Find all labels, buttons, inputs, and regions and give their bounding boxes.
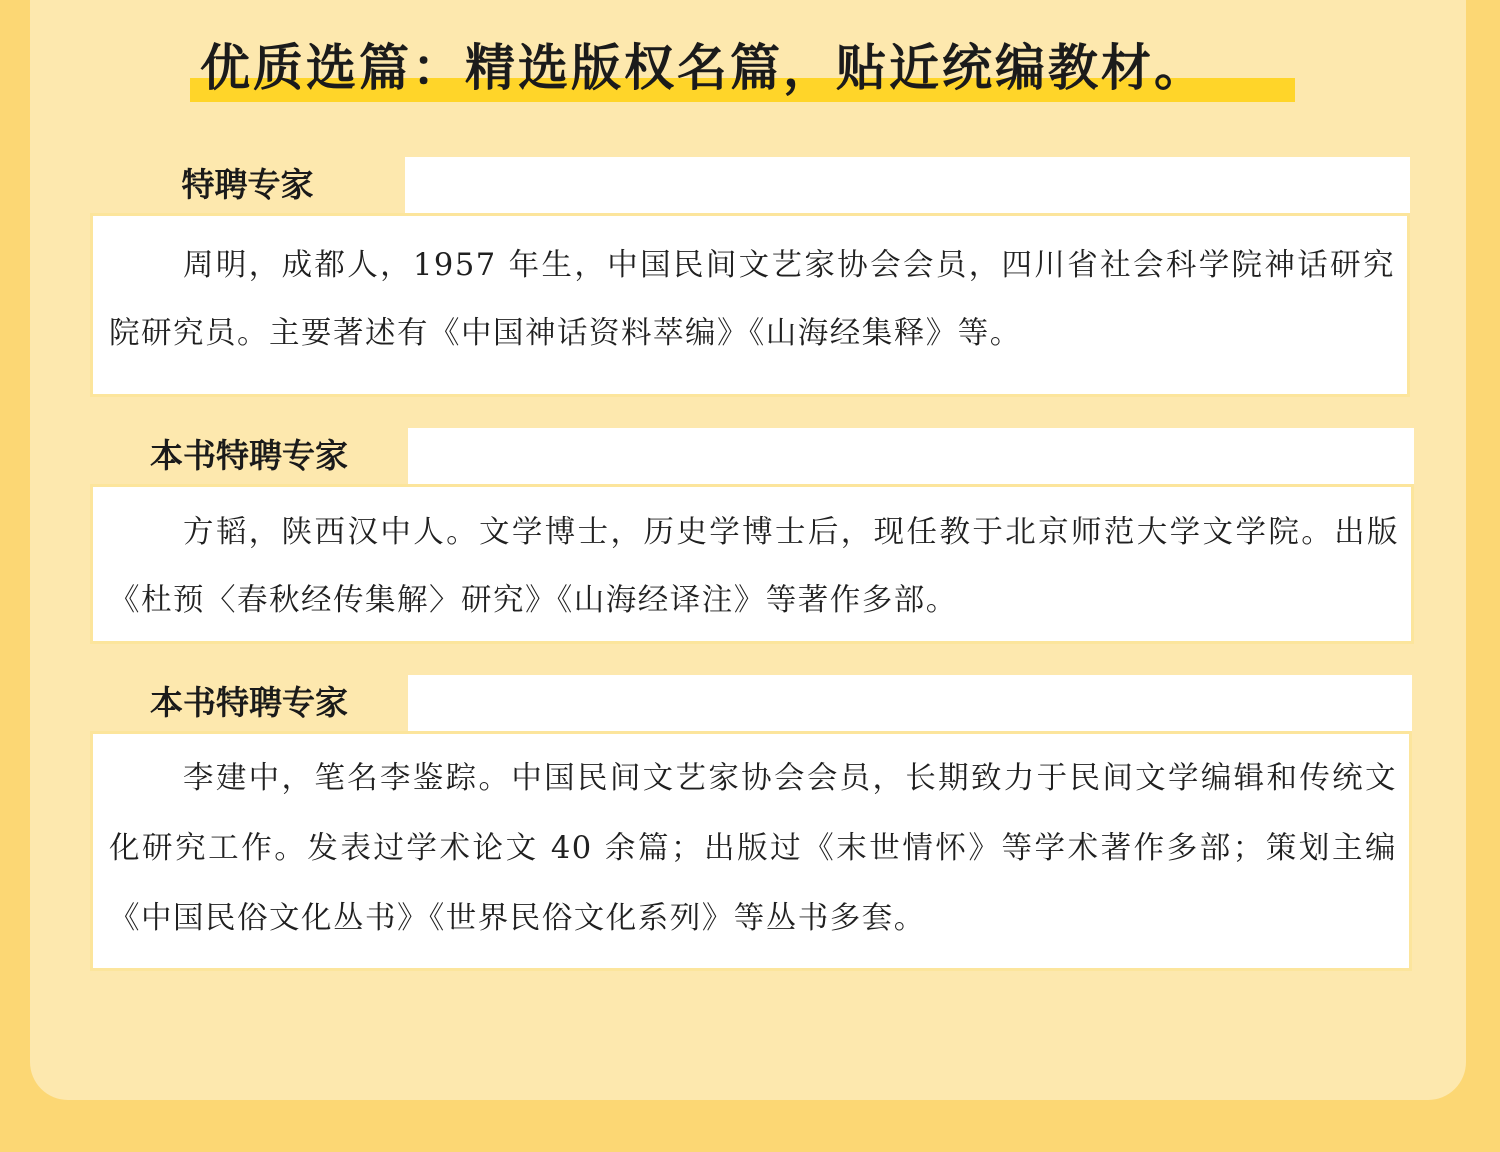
expert-bio-box	[90, 731, 1412, 971]
card-tab-row	[90, 157, 1410, 213]
expert-bio-box	[90, 484, 1414, 644]
headline: 优质选篇：精选版权名篇，贴近统编教材。	[200, 39, 1207, 97]
headline-block	[190, 36, 1295, 106]
expert-bio-box	[90, 213, 1410, 397]
expert-tab-label: 特聘专家	[90, 157, 405, 213]
expert-bio: 方韬，陕西汉中人。文学博士，历史学博士后，现任教于北京师范大学文学院。出版《杜预〈春秋经传集解〉研究》《山海经译注》等著作多部。	[109, 515, 1399, 618]
expert-card	[90, 675, 1412, 971]
expert-card	[90, 428, 1414, 644]
expert-card	[90, 157, 1410, 397]
card-tab-row	[90, 675, 1412, 731]
expert-bio: 周明，成都人，1957 年生，中国民间文艺家协会会员，四川省社会科学院神话研究院研究员。主要著述有《中国神话资料萃编》《山海经集释》等。	[109, 248, 1395, 351]
card-tab-row	[90, 428, 1414, 484]
expert-bio: 李建中，笔名李鉴踪。中国民间文艺家协会会员，长期致力于民间文学编辑和传统文化研究工作。发表过学术论文 40 余篇；出版过《末世情怀》等学术著作多部；策划主编《中国民俗文化丛书》《世界民俗文化系列》等丛书多套。	[109, 761, 1397, 936]
expert-tab-label: 本书特聘专家	[90, 428, 408, 484]
expert-tab-label: 本书特聘专家	[90, 675, 408, 731]
